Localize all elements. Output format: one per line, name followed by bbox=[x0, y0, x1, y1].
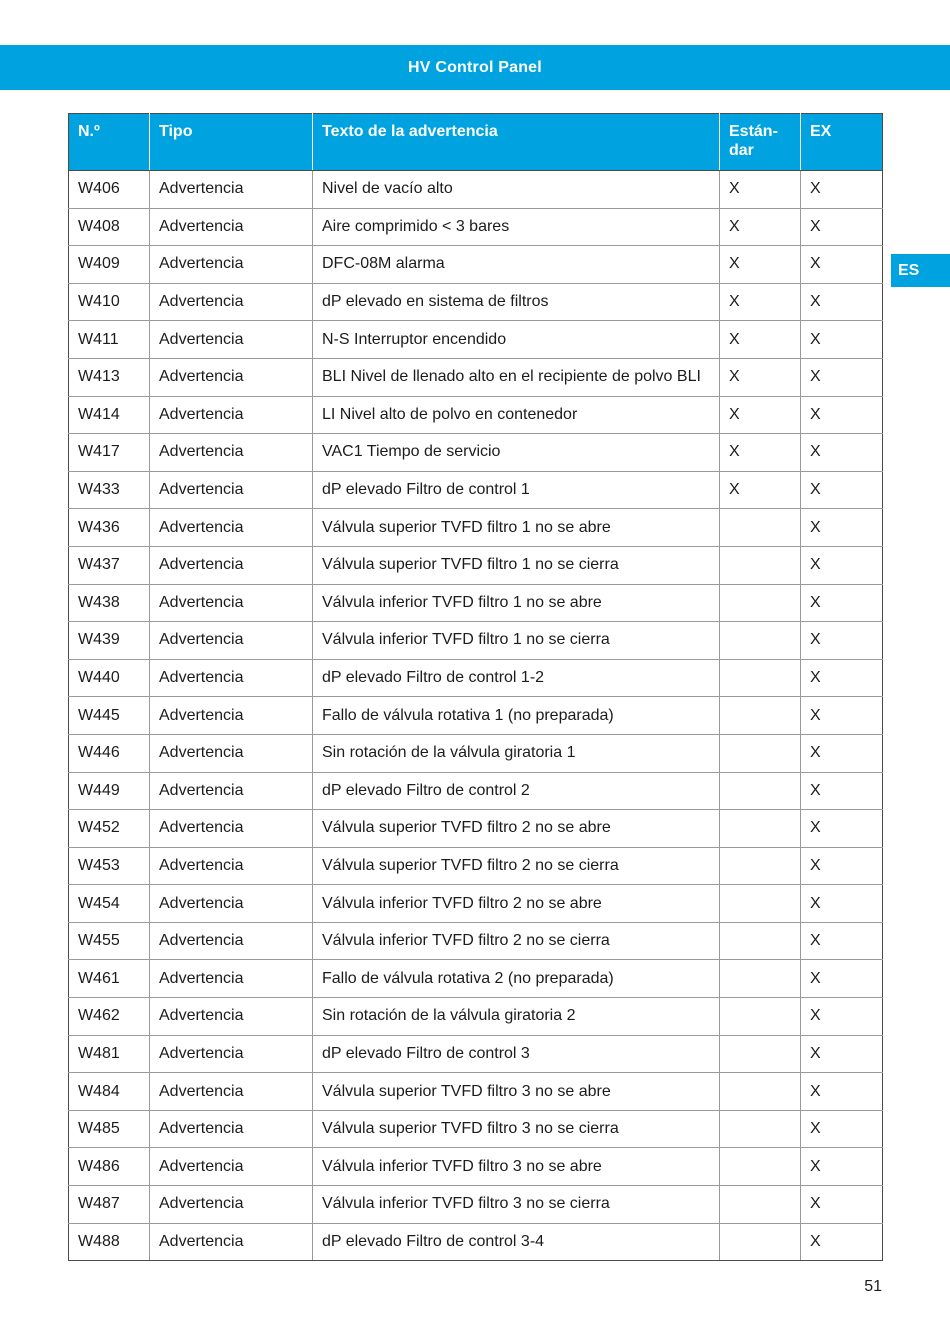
cell-warning-text: VAC1 Tiempo de servicio bbox=[313, 434, 720, 472]
cell-warning-text: Válvula inferior TVFD filtro 3 no se abre bbox=[313, 1148, 720, 1186]
cell-number: W408 bbox=[69, 208, 150, 246]
cell-type: Advertencia bbox=[150, 810, 313, 848]
cell-number: W409 bbox=[69, 246, 150, 284]
cell-type: Advertencia bbox=[150, 659, 313, 697]
table-row bbox=[69, 922, 883, 960]
column-header-warning-text: Texto de la advertencia bbox=[313, 114, 720, 171]
cell-warning-text: Válvula superior TVFD filtro 1 no se abre bbox=[313, 509, 720, 547]
cell-warning-text: N-S Interruptor encendido bbox=[313, 321, 720, 359]
cell-ex: X bbox=[801, 659, 883, 697]
cell-standard: X bbox=[720, 208, 801, 246]
cell-warning-text: Sin rotación de la válvula giratoria 2 bbox=[313, 998, 720, 1036]
cell-warning-text: BLI Nivel de llenado alto en el recipiente de polvo BLI bbox=[313, 358, 720, 396]
cell-warning-text: LI Nivel alto de polvo en contenedor bbox=[313, 396, 720, 434]
cell-warning-text: Fallo de válvula rotativa 1 (no preparada) bbox=[313, 697, 720, 735]
cell-standard: X bbox=[720, 396, 801, 434]
cell-standard bbox=[720, 810, 801, 848]
cell-standard bbox=[720, 772, 801, 810]
cell-type: Advertencia bbox=[150, 922, 313, 960]
cell-warning-text: dP elevado Filtro de control 2 bbox=[313, 772, 720, 810]
cell-ex: X bbox=[801, 283, 883, 321]
cell-type: Advertencia bbox=[150, 546, 313, 584]
cell-warning-text: dP elevado Filtro de control 3-4 bbox=[313, 1223, 720, 1261]
cell-ex: X bbox=[801, 922, 883, 960]
cell-ex: X bbox=[801, 697, 883, 735]
cell-standard bbox=[720, 1035, 801, 1073]
table-row bbox=[69, 622, 883, 660]
table-body bbox=[69, 171, 883, 1261]
cell-type: Advertencia bbox=[150, 358, 313, 396]
cell-standard: X bbox=[720, 321, 801, 359]
cell-number: W487 bbox=[69, 1186, 150, 1224]
cell-ex: X bbox=[801, 1035, 883, 1073]
table-row bbox=[69, 434, 883, 472]
cell-ex: X bbox=[801, 1186, 883, 1224]
cell-standard bbox=[720, 1073, 801, 1111]
cell-standard bbox=[720, 546, 801, 584]
table-row bbox=[69, 283, 883, 321]
cell-warning-text: Válvula superior TVFD filtro 2 no se cierra bbox=[313, 847, 720, 885]
cell-number: W411 bbox=[69, 321, 150, 359]
cell-ex: X bbox=[801, 358, 883, 396]
cell-warning-text: Válvula superior TVFD filtro 1 no se cierra bbox=[313, 546, 720, 584]
table-row bbox=[69, 847, 883, 885]
table-row bbox=[69, 1110, 883, 1148]
cell-warning-text: dP elevado Filtro de control 1 bbox=[313, 471, 720, 509]
table-row bbox=[69, 885, 883, 923]
cell-type: Advertencia bbox=[150, 208, 313, 246]
cell-type: Advertencia bbox=[150, 622, 313, 660]
table-row bbox=[69, 772, 883, 810]
column-header-standard: Están- dar bbox=[720, 114, 801, 171]
cell-standard: X bbox=[720, 283, 801, 321]
cell-number: W445 bbox=[69, 697, 150, 735]
cell-type: Advertencia bbox=[150, 321, 313, 359]
table-row bbox=[69, 171, 883, 209]
table-row bbox=[69, 246, 883, 284]
cell-number: W437 bbox=[69, 546, 150, 584]
cell-standard bbox=[720, 1186, 801, 1224]
cell-ex: X bbox=[801, 471, 883, 509]
cell-type: Advertencia bbox=[150, 471, 313, 509]
cell-warning-text: Válvula superior TVFD filtro 2 no se abre bbox=[313, 810, 720, 848]
cell-standard bbox=[720, 509, 801, 547]
cell-number: W481 bbox=[69, 1035, 150, 1073]
cell-warning-text: Válvula inferior TVFD filtro 3 no se cierra bbox=[313, 1186, 720, 1224]
cell-type: Advertencia bbox=[150, 283, 313, 321]
cell-standard bbox=[720, 1110, 801, 1148]
cell-warning-text: Sin rotación de la válvula giratoria 1 bbox=[313, 734, 720, 772]
cell-ex: X bbox=[801, 885, 883, 923]
cell-number: W484 bbox=[69, 1073, 150, 1111]
table-row bbox=[69, 396, 883, 434]
cell-type: Advertencia bbox=[150, 434, 313, 472]
column-header-number: N.º bbox=[69, 114, 150, 171]
table-row bbox=[69, 584, 883, 622]
cell-ex: X bbox=[801, 810, 883, 848]
cell-ex: X bbox=[801, 1223, 883, 1261]
cell-ex: X bbox=[801, 1110, 883, 1148]
cell-ex: X bbox=[801, 622, 883, 660]
cell-number: W446 bbox=[69, 734, 150, 772]
cell-type: Advertencia bbox=[150, 509, 313, 547]
cell-number: W449 bbox=[69, 772, 150, 810]
cell-standard bbox=[720, 847, 801, 885]
cell-warning-text: dP elevado Filtro de control 1-2 bbox=[313, 659, 720, 697]
header-bar bbox=[0, 45, 950, 90]
cell-ex: X bbox=[801, 960, 883, 998]
cell-ex: X bbox=[801, 734, 883, 772]
cell-number: W439 bbox=[69, 622, 150, 660]
cell-warning-text: Válvula inferior TVFD filtro 2 no se abre bbox=[313, 885, 720, 923]
cell-number: W410 bbox=[69, 283, 150, 321]
cell-type: Advertencia bbox=[150, 171, 313, 209]
cell-standard bbox=[720, 622, 801, 660]
table-row bbox=[69, 1035, 883, 1073]
warnings-table bbox=[68, 113, 883, 1261]
cell-ex: X bbox=[801, 584, 883, 622]
cell-warning-text: Fallo de válvula rotativa 2 (no preparada) bbox=[313, 960, 720, 998]
cell-ex: X bbox=[801, 847, 883, 885]
cell-ex: X bbox=[801, 998, 883, 1036]
cell-number: W433 bbox=[69, 471, 150, 509]
cell-standard: X bbox=[720, 471, 801, 509]
table-row bbox=[69, 697, 883, 735]
cell-type: Advertencia bbox=[150, 1073, 313, 1111]
table-row bbox=[69, 358, 883, 396]
cell-warning-text: Válvula superior TVFD filtro 3 no se cierra bbox=[313, 1110, 720, 1148]
cell-ex: X bbox=[801, 246, 883, 284]
cell-ex: X bbox=[801, 772, 883, 810]
cell-type: Advertencia bbox=[150, 1186, 313, 1224]
cell-standard bbox=[720, 659, 801, 697]
table-row bbox=[69, 509, 883, 547]
cell-type: Advertencia bbox=[150, 1035, 313, 1073]
cell-type: Advertencia bbox=[150, 847, 313, 885]
cell-ex: X bbox=[801, 1148, 883, 1186]
table-row bbox=[69, 998, 883, 1036]
page-title: HV Control Panel bbox=[408, 58, 542, 76]
cell-ex: X bbox=[801, 396, 883, 434]
cell-standard: X bbox=[720, 246, 801, 284]
cell-type: Advertencia bbox=[150, 1110, 313, 1148]
cell-warning-text: dP elevado Filtro de control 3 bbox=[313, 1035, 720, 1073]
cell-ex: X bbox=[801, 509, 883, 547]
table-row bbox=[69, 1148, 883, 1186]
cell-ex: X bbox=[801, 434, 883, 472]
cell-number: W485 bbox=[69, 1110, 150, 1148]
cell-number: W414 bbox=[69, 396, 150, 434]
cell-warning-text: Válvula inferior TVFD filtro 1 no se cierra bbox=[313, 622, 720, 660]
page-number: 51 bbox=[864, 1278, 882, 1295]
cell-warning-text: DFC-08M alarma bbox=[313, 246, 720, 284]
cell-number: W440 bbox=[69, 659, 150, 697]
cell-type: Advertencia bbox=[150, 734, 313, 772]
cell-type: Advertencia bbox=[150, 1148, 313, 1186]
cell-number: W417 bbox=[69, 434, 150, 472]
table-row bbox=[69, 734, 883, 772]
cell-number: W436 bbox=[69, 509, 150, 547]
cell-type: Advertencia bbox=[150, 396, 313, 434]
cell-number: W413 bbox=[69, 358, 150, 396]
cell-standard bbox=[720, 998, 801, 1036]
cell-number: W455 bbox=[69, 922, 150, 960]
cell-number: W488 bbox=[69, 1223, 150, 1261]
cell-number: W453 bbox=[69, 847, 150, 885]
cell-type: Advertencia bbox=[150, 998, 313, 1036]
cell-type: Advertencia bbox=[150, 960, 313, 998]
table-row bbox=[69, 1223, 883, 1261]
cell-number: W486 bbox=[69, 1148, 150, 1186]
cell-warning-text: Válvula superior TVFD filtro 3 no se abre bbox=[313, 1073, 720, 1111]
table-row bbox=[69, 659, 883, 697]
column-header-ex: EX bbox=[801, 114, 883, 171]
cell-number: W452 bbox=[69, 810, 150, 848]
table-row bbox=[69, 1186, 883, 1224]
cell-standard: X bbox=[720, 171, 801, 209]
cell-ex: X bbox=[801, 546, 883, 584]
cell-type: Advertencia bbox=[150, 772, 313, 810]
table-row bbox=[69, 208, 883, 246]
cell-warning-text: Válvula inferior TVFD filtro 1 no se abre bbox=[313, 584, 720, 622]
cell-ex: X bbox=[801, 171, 883, 209]
cell-number: W438 bbox=[69, 584, 150, 622]
cell-type: Advertencia bbox=[150, 584, 313, 622]
cell-warning-text: Nivel de vacío alto bbox=[313, 171, 720, 209]
cell-type: Advertencia bbox=[150, 1223, 313, 1261]
column-header-type: Tipo bbox=[150, 114, 313, 171]
table-row bbox=[69, 546, 883, 584]
table-row bbox=[69, 321, 883, 359]
cell-standard bbox=[720, 960, 801, 998]
cell-type: Advertencia bbox=[150, 246, 313, 284]
cell-standard bbox=[720, 584, 801, 622]
table-row bbox=[69, 960, 883, 998]
cell-standard bbox=[720, 1148, 801, 1186]
table-header-row bbox=[69, 114, 883, 171]
cell-standard bbox=[720, 734, 801, 772]
cell-warning-text: dP elevado en sistema de filtros bbox=[313, 283, 720, 321]
cell-standard bbox=[720, 922, 801, 960]
table-row bbox=[69, 471, 883, 509]
cell-standard bbox=[720, 885, 801, 923]
language-tab: ES bbox=[891, 254, 950, 287]
cell-ex: X bbox=[801, 208, 883, 246]
cell-number: W454 bbox=[69, 885, 150, 923]
table-row bbox=[69, 1073, 883, 1111]
cell-standard: X bbox=[720, 434, 801, 472]
cell-ex: X bbox=[801, 321, 883, 359]
table-row bbox=[69, 810, 883, 848]
cell-type: Advertencia bbox=[150, 885, 313, 923]
cell-warning-text: Válvula inferior TVFD filtro 2 no se cierra bbox=[313, 922, 720, 960]
cell-type: Advertencia bbox=[150, 697, 313, 735]
cell-standard: X bbox=[720, 358, 801, 396]
cell-standard bbox=[720, 697, 801, 735]
cell-number: W406 bbox=[69, 171, 150, 209]
cell-ex: X bbox=[801, 1073, 883, 1111]
cell-warning-text: Aire comprimido < 3 bares bbox=[313, 208, 720, 246]
cell-standard bbox=[720, 1223, 801, 1261]
cell-number: W462 bbox=[69, 998, 150, 1036]
cell-number: W461 bbox=[69, 960, 150, 998]
